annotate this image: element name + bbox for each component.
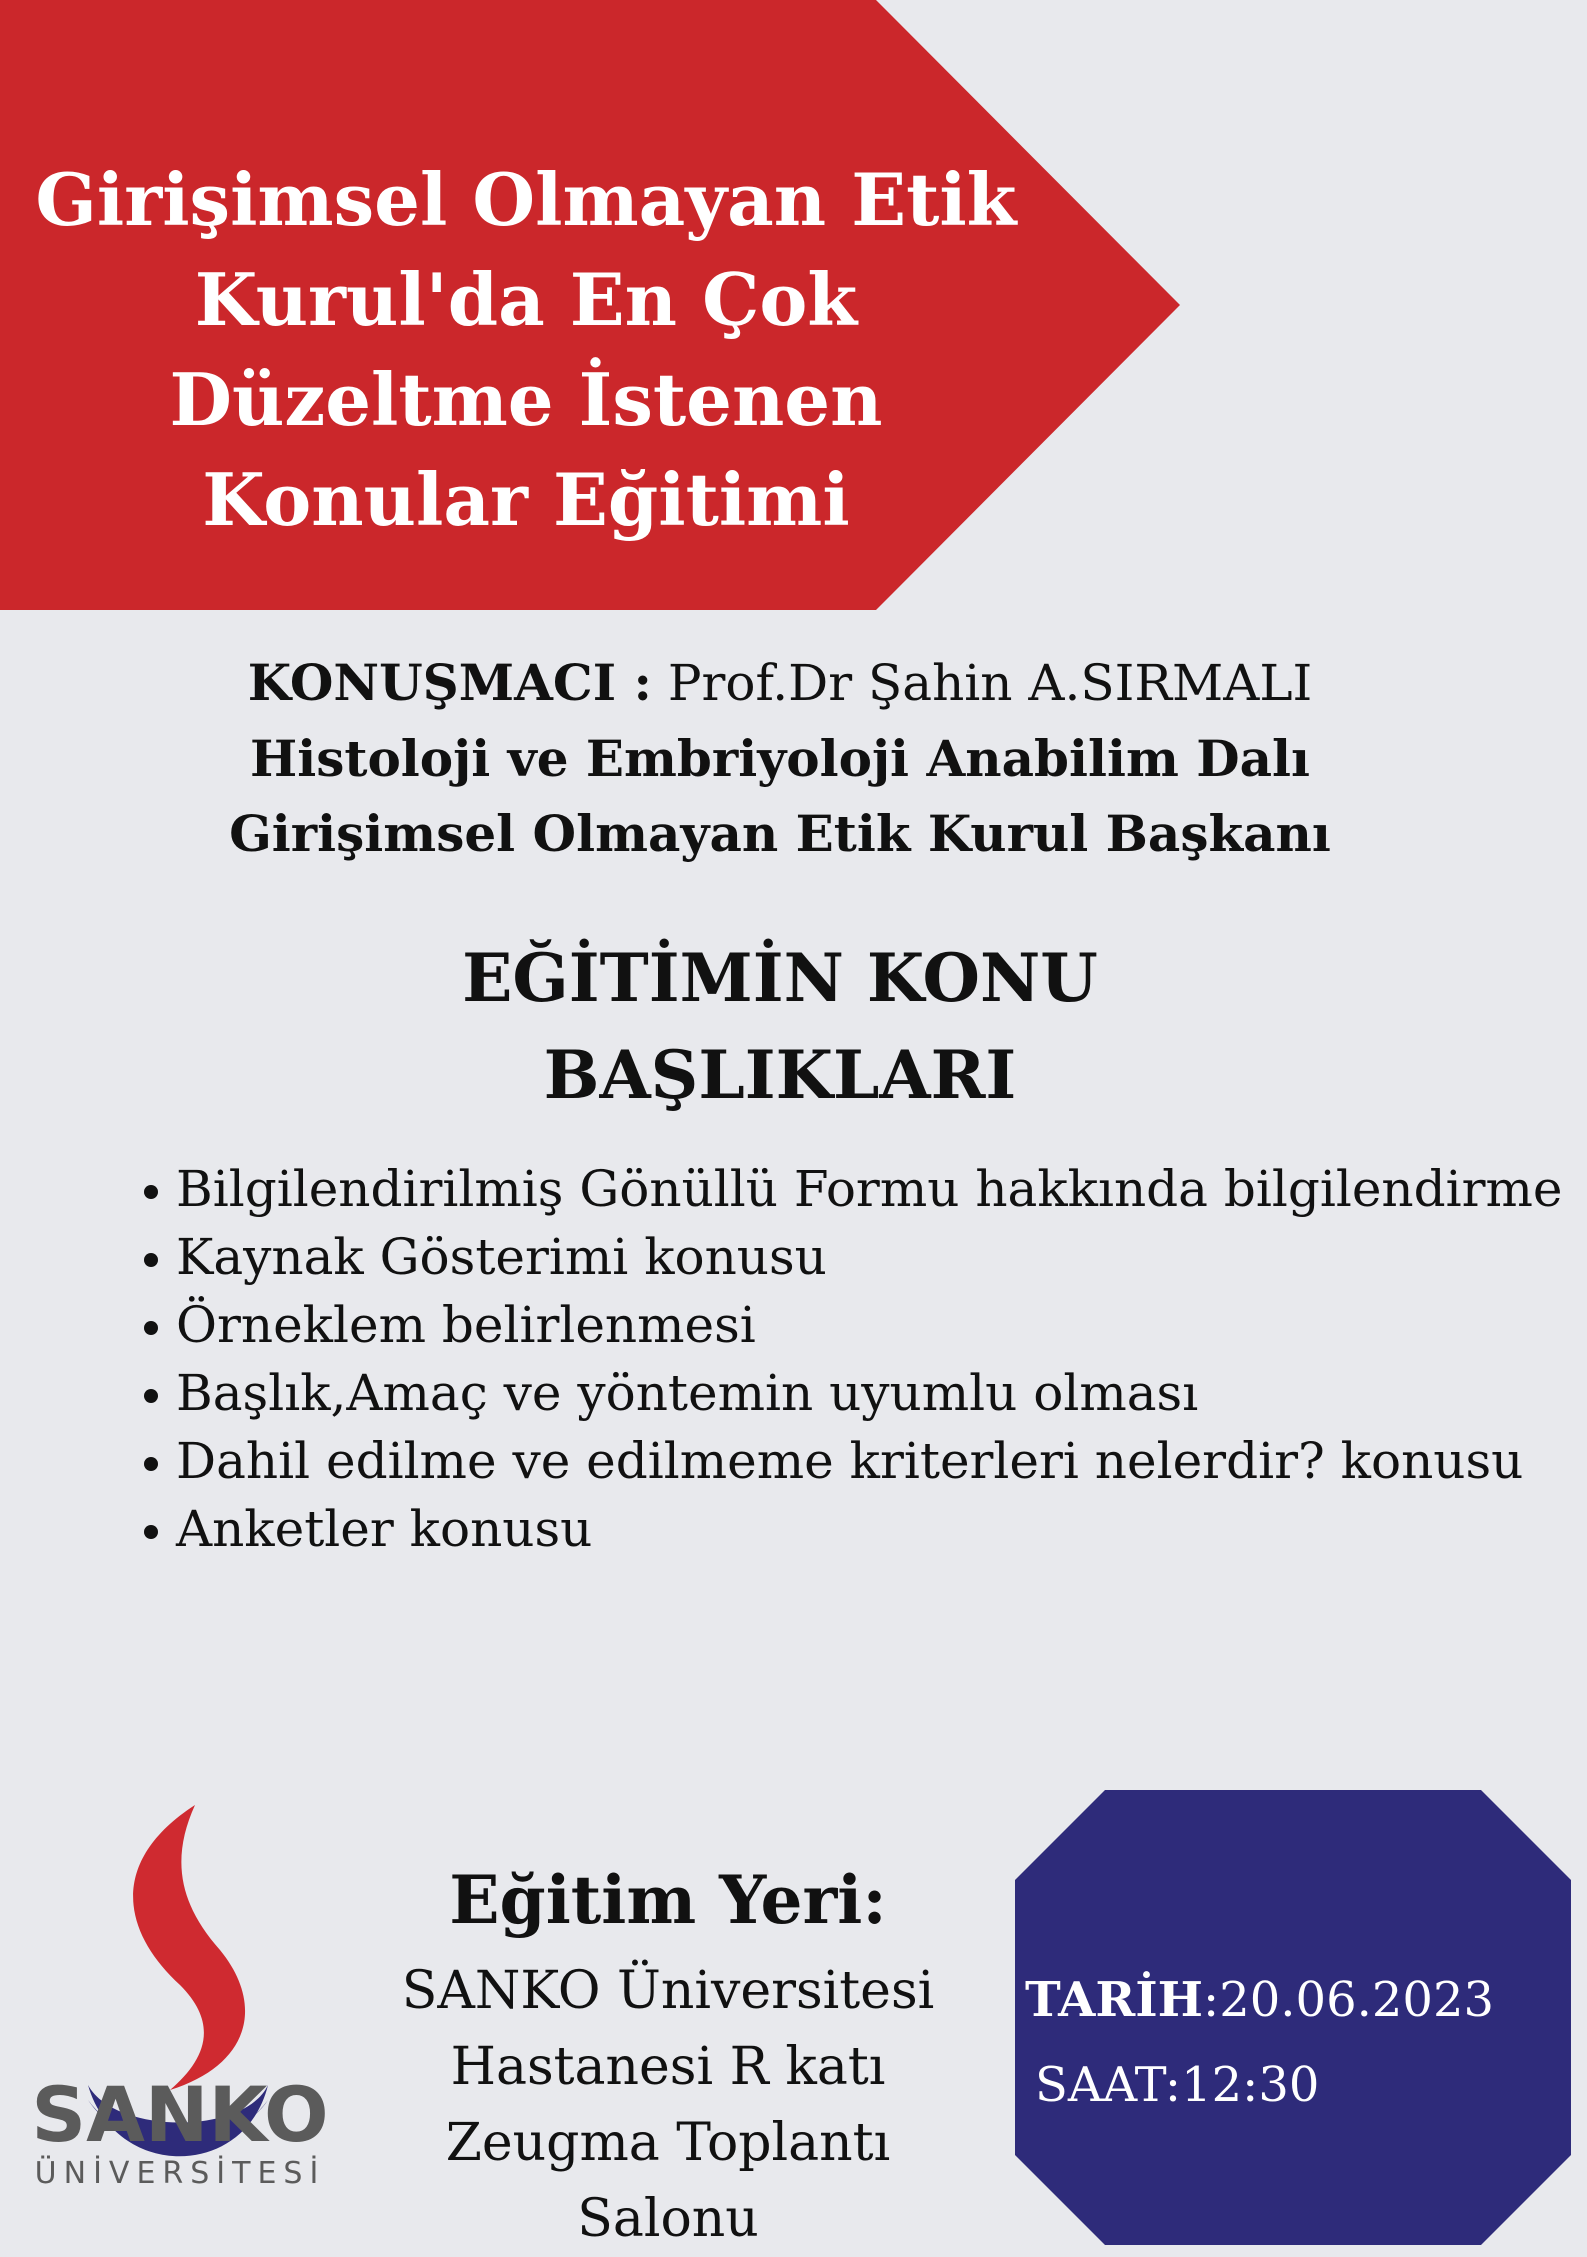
speaker-label: KONUŞMACI : — [247, 653, 652, 712]
topics-title-line: EĞİTİMİN KONU — [462, 939, 1098, 1017]
speaker-section — [0, 645, 1560, 871]
speaker-role: Girişimsel Olmayan Etik Kurul Başkanı — [229, 804, 1331, 863]
logo-wordmark: SANKO — [31, 2070, 329, 2159]
topic-item: Dahil edilme ve edilmeme kriterleri nelerdir? konusu — [176, 1427, 1563, 1495]
date-value: :20.06.2023 — [1203, 1972, 1495, 2028]
topics-list — [176, 1155, 1563, 1563]
banner-title-line: Düzeltme İstenen — [169, 357, 883, 442]
venue-line: Hastanesi R katı — [450, 2037, 886, 2097]
topic-item: Bilgilendirilmiş Gönüllü Formu hakkında bilgilendirme — [176, 1155, 1563, 1223]
venue-line: Salonu — [577, 2189, 759, 2249]
topics-title-line: BAŞLIKLARI — [543, 1036, 1017, 1114]
speaker-department: Histoloji ve Embriyoloji Anabilim Dalı — [249, 729, 1311, 788]
venue-section — [368, 1855, 968, 2257]
banner-title — [0, 150, 1052, 550]
speaker-name: Prof.Dr Şahin A.SIRMALI — [651, 654, 1313, 712]
schedule-date — [1025, 1970, 1494, 2030]
banner-title-line: Konular Eğitimi — [202, 457, 850, 542]
logo-subtitle: ÜNİVERSİTESİ — [34, 2156, 326, 2191]
topic-item: Başlık,Amaç ve yöntemin uyumlu olması — [176, 1359, 1563, 1427]
venue-line: Zeugma Toplantı — [445, 2113, 891, 2173]
banner-title-line: Kurul'da En Çok — [194, 257, 858, 342]
topic-item: Kaynak Gösterimi konusu — [176, 1223, 1563, 1291]
topics-title — [0, 930, 1560, 1124]
venue-line: SANKO Üniversitesi — [401, 1961, 935, 2021]
speaker-line — [0, 645, 1560, 721]
date-label: TARİH — [1025, 1972, 1204, 2028]
topic-item: Anketler konusu — [176, 1495, 1563, 1563]
venue-title: Eğitim Yeri: — [449, 1861, 887, 1939]
schedule-time: SAAT:12:30 — [1035, 2057, 1320, 2113]
banner-title-line: Girişimsel Olmayan Etik — [35, 157, 1017, 242]
topic-item: Örneklem belirlenmesi — [176, 1291, 1563, 1359]
